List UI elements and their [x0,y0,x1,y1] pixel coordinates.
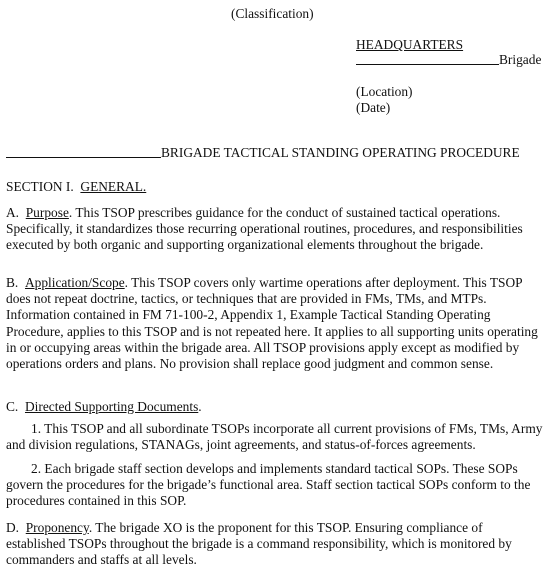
location-line: (Location) [356,84,413,99]
brigade-label: Brigade [499,52,542,67]
paragraph-a [6,205,544,254]
paragraph-c-heading-line [6,399,202,415]
paragraph-b-body: . This TSOP covers only wartime operations after deployment. This TSOP does not repeat doctrine, tactics, or techniques that are provided in FMs, TMs, and MTPs. Information contained in FM 71-100-2, Appendix 1, Example Tactical Standing Operating Procedure, applies to this TSOP and is not repeated here. It applies to all supporting units operating in or occupying areas within the brigade area. All TSOP provisions apply except as modified by operations orders and plans. No provision shall replace good judgment and common sense. [6,275,538,372]
paragraph-c-item-1: 1. This TSOP and all subordinate TSOPs incorporate all current provisions of FMs, TMs, Army and division regulations, STANAGs, joint agreements, and status-of-forces agreements. [6,421,543,453]
paragraph-b-heading: Application/Scope [24,275,125,290]
paragraph-a-heading: Purpose [25,205,69,220]
document-title [6,145,520,161]
title-blank [6,157,161,158]
section-heading [6,179,146,195]
paragraph-c-item-2: 2. Each brigade staff section develops and implements standard tactical SOPs. These SOPs govern the procedures for the brigade’s functional area. Staff section tactical SOPs conform to the procedures contained in this SOP. [6,461,531,509]
paragraph-b [6,275,544,372]
paragraph-c-letter: C. [6,399,19,414]
paragraph-d-letter: D. [6,520,20,535]
paragraph-d [6,520,544,569]
section-name: GENERAL. [80,179,147,194]
classification-marking [231,6,314,22]
brigade-blank [356,64,499,65]
paragraph-c-period: . [198,399,202,414]
paragraph-a-body: . This TSOP prescribes guidance for the conduct of sustained tactical operations. Specifically, it standardizes those recurring operational routines, procedures, and responsibilities executed by both organic and supporting organizational elements throughout the brigade. [6,205,523,253]
paragraph-c-heading: Directed Supporting Documents [24,399,199,414]
paragraph-a-letter: A. [6,205,20,220]
paragraph-b-letter: B. [6,275,19,290]
title-text: BRIGADE TACTICAL STANDING OPERATING PROCEDURE [161,145,520,160]
classification-text: (Classification) [231,6,314,21]
brigade-line [356,52,541,68]
paragraph-d-heading: Proponency [25,520,89,535]
section-number: SECTION I. [6,179,74,194]
headquarters-heading: HEADQUARTERS [356,37,464,52]
date-line: (Date) [356,100,391,115]
paragraph-d-body: . The brigade XO is the proponent for this TSOP. Ensuring compliance of established TSOPs throughout the brigade is a command responsibility, which is monitored by commanders and staffs at all levels. [6,520,512,568]
